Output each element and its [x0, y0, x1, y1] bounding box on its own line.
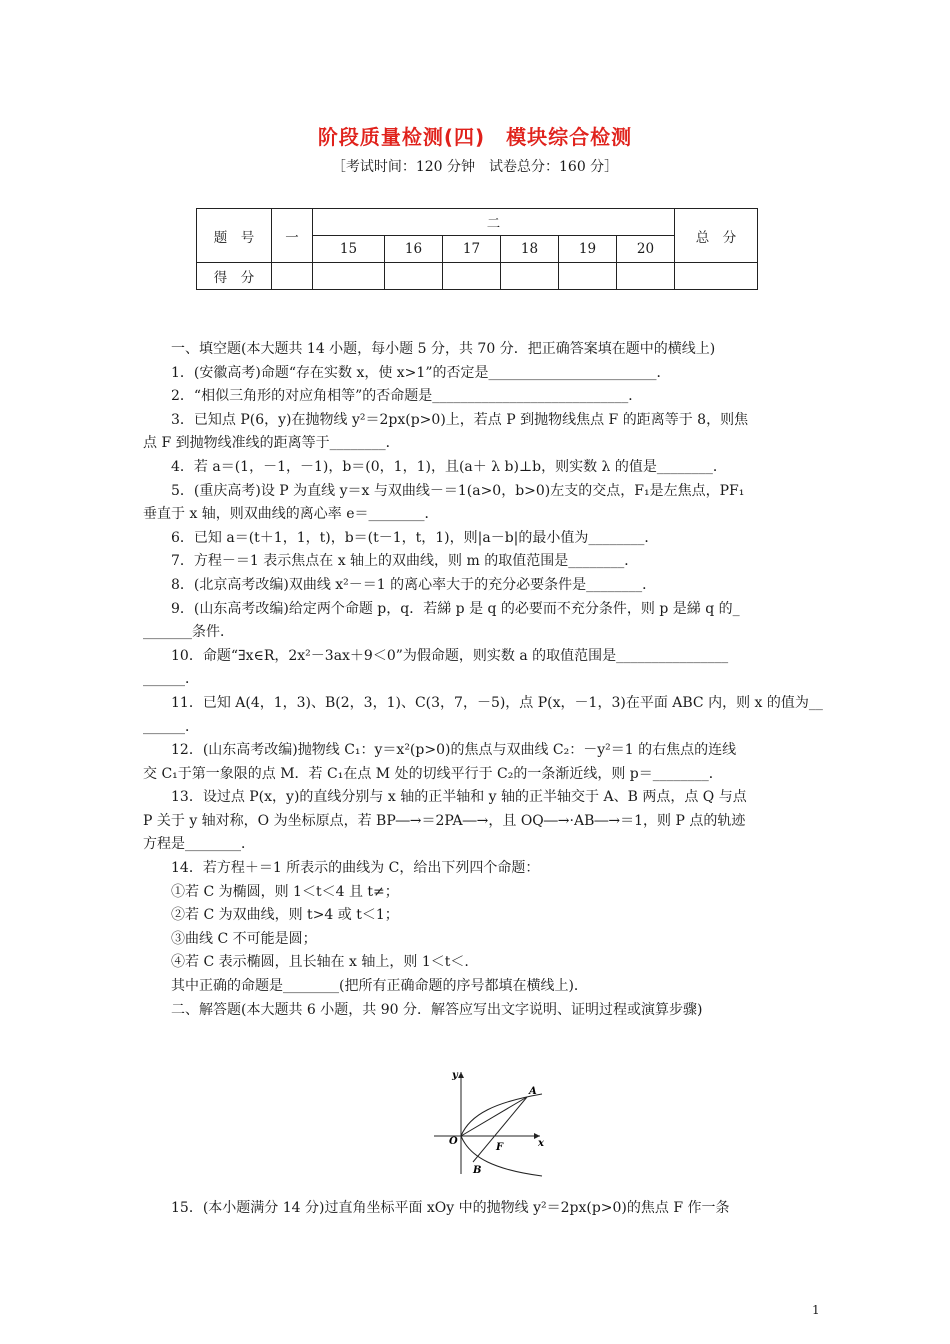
- text-line: 二、解答题(本大题共 6 小题，共 90 分．解答应写出文字说明、证明过程或演算步骤): [171, 1001, 703, 1018]
- text-line: ______．: [143, 671, 199, 688]
- score-cell: [443, 263, 501, 290]
- text-line: 10．命题“∃x∈R，2x²－3ax＋9＜0”为假命题，则实数 a 的取值范围是________________: [171, 647, 729, 664]
- text-line: 4．若 a＝(1，－1，－1)，b＝(0，1，1)，且(a＋ λ b)⊥b，则实数 λ 的值是________．: [171, 458, 727, 475]
- page-number: 1: [812, 1303, 820, 1317]
- score-row-label: 得 分: [197, 263, 272, 290]
- exam-info: ［考试时间：120 分钟 试卷总分：160 分］: [331, 159, 619, 175]
- question-col-17: 17: [443, 236, 501, 263]
- parabola-figure: [430, 1066, 550, 1178]
- text-line: 方程是________．: [143, 836, 255, 853]
- text-line: _______条件．: [143, 624, 234, 641]
- score-cell: [385, 263, 443, 290]
- question-text: [143, 338, 823, 1022]
- focus-f-label: F: [496, 1142, 504, 1153]
- score-cell: [272, 263, 313, 290]
- text-line: 5．(重庆高考)设 P 为直线 y＝x 与双曲线－＝1(a>0，b>0)左支的交点，F₁是左焦点，PF₁: [171, 482, 745, 499]
- question-number-label: 题 号: [197, 209, 272, 263]
- text-line: 其中正确的命题是________(把所有正确命题的序号都填在横线上)．: [171, 978, 588, 995]
- text-line: ①若 C 为椭圆，则 1＜t＜4 且 t≠；: [171, 883, 399, 900]
- question-15: [143, 1197, 813, 1221]
- score-cell: [501, 263, 559, 290]
- text-line: 6．已知 a＝(t＋1，1，t)，b＝(t－1，t，1)，则|a－b|的最小值为________．: [171, 529, 659, 546]
- section-one-header: 一: [272, 209, 313, 263]
- text-line: ______．: [143, 718, 199, 735]
- text-line: 12．(山东高考改编)抛物线 C₁：y＝x²(p>0)的焦点与双曲线 C₂：－y²＝1 的右焦点的连线: [171, 742, 737, 759]
- question-15-text: 15．(本小题满分 14 分)过直角坐标平面 xOy 中的抛物线 y²＝2px(p>0)的焦点 F 作一条: [171, 1200, 730, 1216]
- score-cell: [559, 263, 617, 290]
- text-line: ②若 C 为双曲线，则 t>4 或 t＜1；: [171, 907, 399, 924]
- score-table: [196, 208, 758, 290]
- page-title: 阶段质量检测(四) 模块综合检测: [317, 125, 633, 149]
- origin-label: O: [449, 1136, 458, 1147]
- y-axis-label: y: [452, 1070, 458, 1081]
- text-line: 3．已知点 P(6，y)在抛物线 y²＝2px(p>0)上，若点 P 到抛物线焦点 F 的距离等于 8，则焦: [171, 411, 749, 428]
- text-line: 13．设过点 P(x，y)的直线分别与 x 轴的正半轴和 y 轴的正半轴交于 A、B 两点，点 Q 与点: [171, 789, 747, 806]
- question-col-16: 16: [385, 236, 443, 263]
- text-line: 11．已知 A(4，1，3)、B(2，3，1)、C(3，7，－5)，点 P(x，－1，3)在平面 ABC 内，则 x 的值为__: [171, 694, 823, 711]
- total-score-header: 总 分: [675, 209, 758, 263]
- question-col-20: 20: [617, 236, 675, 263]
- score-cell: [617, 263, 675, 290]
- text-line: 14．若方程＋＝1 所表示的曲线为 C，给出下列四个命题：: [171, 860, 540, 877]
- text-line: 交 C₁于第一象限的点 M．若 C₁在点 M 处的切线平行于 C₂的一条渐近线，则 p＝________．: [143, 765, 723, 782]
- score-cell: [675, 263, 758, 290]
- text-line: 一、填空题(本大题共 14 小题，每小题 5 分，共 70 分．把正确答案填在题中的横线上): [171, 341, 716, 357]
- text-line: 8．(北京高考改编)双曲线 x²－＝1 的离心率大于的充分必要条件是________．: [171, 576, 657, 593]
- question-col-18: 18: [501, 236, 559, 263]
- text-line: ④若 C 表示椭圆，且长轴在 x 轴上，则 1＜t＜.: [171, 954, 469, 971]
- question-col-15: 15: [313, 236, 385, 263]
- point-a-label: A: [529, 1086, 537, 1097]
- score-cell: [313, 263, 385, 290]
- text-line: 点 F 到抛物线准线的距离等于________．: [143, 435, 400, 452]
- text-line: P 关于 y 轴对称，O 为坐标原点，若 BP―→＝2PA―→，且 OQ―→·AB―→＝1，则 P 点的轨迹: [143, 812, 746, 829]
- point-b-label: B: [473, 1165, 482, 1176]
- question-col-19: 19: [559, 236, 617, 263]
- text-line: ③曲线 C 不可能是圆；: [171, 930, 317, 947]
- text-line: 1．(安徽高考)命题“存在实数 x，使 x>1”的否定是________________________．: [171, 364, 671, 381]
- text-line: 2．“相似三角形的对应角相等”的否命题是____________________________．: [171, 388, 643, 405]
- section-two-header: 二: [313, 209, 675, 236]
- x-axis-label: x: [538, 1138, 544, 1149]
- text-line: 7．方程－＝1 表示焦点在 x 轴上的双曲线，则 m 的取值范围是________．: [171, 553, 639, 570]
- text-line: 9．(山东高考改编)给定两个命题 p，q．若綈 p 是 q 的必要而不充分条件，则 p 是綈 q 的_: [171, 600, 740, 617]
- text-line: 垂直于 x 轴，则双曲线的离心率 e＝________．: [143, 506, 439, 523]
